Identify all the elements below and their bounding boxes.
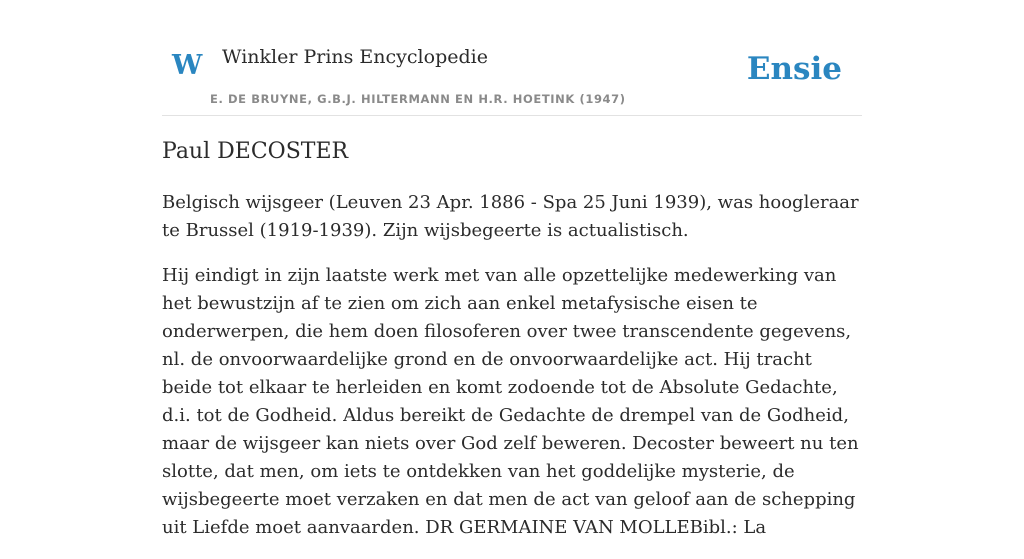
site-title[interactable]: Winkler Prins Encyclopedie bbox=[222, 46, 488, 68]
ensie-logo[interactable]: Ensie bbox=[746, 51, 842, 87]
article-paragraph: Belgisch wijsgeer (Leuven 23 Apr. 1886 - Spa 25 Juni 1939), was hoogleraar te Brussel (1919-1939). Zijn wijsbegeerte is actualistisch. bbox=[162, 191, 859, 241]
site-header bbox=[162, 40, 862, 116]
authors-line: E. DE BRUYNE, G.B.J. HILTERMANN EN H.R. HOETINK (1947) bbox=[210, 92, 626, 106]
article-title: Paul DECOSTER bbox=[162, 139, 349, 164]
article-paragraph: Hij eindigt in zijn laatste werk met van alle opzettelijke medewerking van het bewustzijn af te zien om zich aan enkel metafysische eisen te onderwerpen, die hem doen filosoferen over twee transcendente gegevens, nl. de onvoorwaardelijke grond en de onvoorwaardelijke act. Hij tracht beide tot elkaar te herleiden en komt zodoende tot de Absolute Gedachte, d.i. tot de Godheid. Aldus bereikt de Gedachte de drempel van de Godheid, maar de wijsgeer kan niets over God zelf beweren. Decoster beweert nu ten slotte, dat men, om iets te ontdekken van het goddelijke mysterie, de wijsbegeerte moet verzaken en dat men de act van geloof aan de schepping uit Liefde moet aanvaarden. DR GERMAINE VAN MOLLEBibl.: La bbox=[162, 264, 859, 538]
article bbox=[162, 138, 862, 559]
wp-logo-icon[interactable]: W bbox=[172, 50, 203, 81]
